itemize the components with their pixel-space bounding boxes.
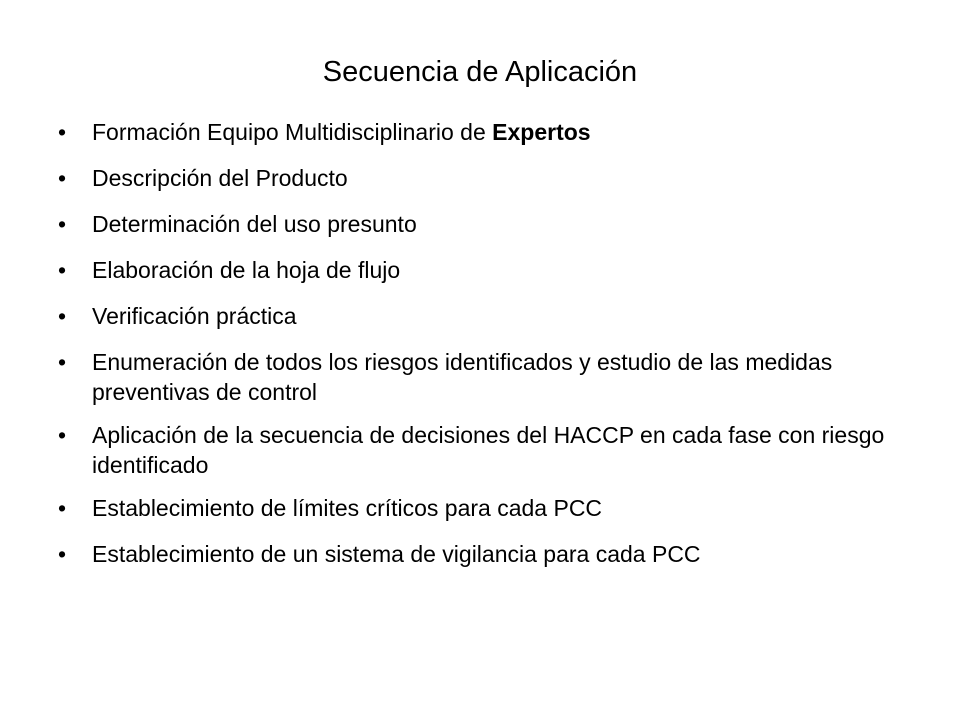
- bullet-icon: •: [58, 119, 67, 145]
- list-item: [58, 347, 908, 407]
- list-item: [58, 255, 908, 285]
- list-item-text: Elaboración de la hoja de flujo: [92, 257, 401, 283]
- list-item-text: Determinación del uso presunto: [92, 211, 417, 237]
- bullet-icon: •: [58, 257, 67, 283]
- list-item-text: Establecimiento de un sistema de vigilancia para cada PCC: [92, 541, 701, 567]
- list-item-text: Establecimiento de límites críticos para cada PCC: [92, 495, 603, 521]
- bullet-list: [58, 117, 908, 585]
- bullet-icon: •: [58, 422, 67, 448]
- bullet-icon: •: [58, 495, 67, 521]
- bullet-icon: •: [58, 211, 67, 237]
- list-item-text: Descripción del Producto: [92, 165, 348, 191]
- bullet-icon: •: [58, 303, 67, 329]
- bullet-icon: •: [58, 541, 67, 567]
- slide-title: Secuencia de Aplicación: [322, 56, 638, 88]
- list-item: [58, 420, 908, 480]
- list-item-text: Formación Equipo Multidisciplinario de: [92, 119, 493, 145]
- list-item-text: Enumeración de todos los riesgos identificados y estudio de las medidas preventivas de control: [92, 349, 833, 405]
- list-item: [58, 163, 908, 193]
- bullet-icon: •: [58, 165, 67, 191]
- bullet-icon: •: [58, 349, 67, 375]
- list-item: [58, 301, 908, 331]
- list-item: [58, 493, 908, 523]
- list-item: [58, 117, 908, 147]
- list-item-bold-text: Expertos: [492, 119, 591, 145]
- list-item: [58, 539, 908, 569]
- list-item: [58, 209, 908, 239]
- list-item-text: Verificación práctica: [92, 303, 297, 329]
- list-item-text: Aplicación de la secuencia de decisiones del HACCP en cada fase con riesgo identificado: [92, 422, 885, 478]
